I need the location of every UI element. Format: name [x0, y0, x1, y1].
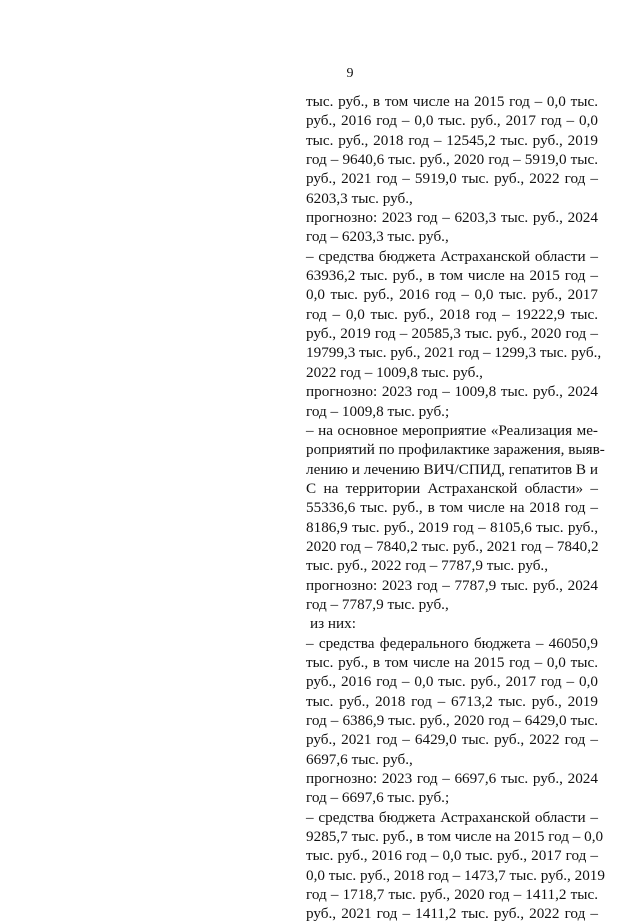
page-number: 9 — [346, 66, 354, 81]
text-line: 8186,9 тыс. руб., 2019 год – 8105,6 тыс. руб., — [306, 518, 598, 536]
text-line: прогнозно: 2023 год – 1009,8 тыс. руб., 2024 — [306, 383, 598, 401]
text-line: тыс. руб., в том числе на 2015 год – 0,0 тыс. — [306, 653, 598, 671]
text-line: тыс. руб., 2016 год – 0,0 тыс. руб., 2017 год – — [306, 847, 598, 865]
text-line: руб., 2016 год – 0,0 тыс. руб., 2017 год – 0,0 — [306, 112, 598, 130]
text-line: 9285,7 тыс. руб., в том числе на 2015 год – 0,0 — [306, 828, 604, 846]
text-line: руб., 2021 год – 6429,0 тыс. руб., 2022 год – — [306, 731, 598, 749]
text-line: тыс. руб., 2022 год – 7787,9 тыс. руб., — [306, 557, 549, 575]
text-line: – средства бюджета Астраханской области – — [306, 808, 598, 826]
text-line: 2020 год – 7840,2 тыс. руб., 2021 год – 7840,2 — [306, 537, 599, 555]
text-line: год – 7787,9 тыс. руб., — [306, 595, 449, 613]
text-line: 6203,3 тыс. руб., — [306, 189, 413, 207]
text-line: руб., 2021 год – 5919,0 тыс. руб., 2022 год – — [306, 170, 598, 188]
text-line: руб., 2021 год – 1411,2 тыс. руб., 2022 год – — [306, 905, 598, 923]
text-line: год – 1718,7 тыс. руб., 2020 год – 1411,2 тыс. — [306, 886, 598, 904]
text-line: – средства бюджета Астраханской области – — [306, 247, 598, 265]
text-line: прогнозно: 2023 год – 7787,9 тыс. руб., 2024 — [306, 576, 598, 594]
text-line: лению и лечению ВИЧ/СПИД, гепатитов В и — [306, 460, 598, 478]
text-line: год – 6203,3 тыс. руб., — [306, 228, 449, 246]
text-line: год – 1009,8 тыс. руб.; — [306, 402, 450, 420]
text-line: 0,0 тыс. руб., 2016 год – 0,0 тыс. руб., 2017 — [306, 286, 598, 304]
text-line: руб., 2016 год – 0,0 тыс. руб., 2017 год – 0,0 — [306, 673, 598, 691]
text-line: тыс. руб., в том числе на 2015 год – 0,0 тыс. — [306, 93, 598, 110]
text-line: прогнозно: 2023 год – 6697,6 тыс. руб., 2024 — [306, 770, 598, 788]
text-line: 55336,6 тыс. руб., в том числе на 2018 год – — [306, 499, 598, 517]
text-line: роприятий по профилактике заражения, выяв- — [306, 441, 605, 459]
text-line: 19799,3 тыс. руб., 2021 год – 1299,3 тыс. руб., — [306, 344, 602, 362]
text-line: год – 6697,6 тыс. руб.; — [306, 789, 450, 807]
text-line: год – 6386,9 тыс. руб., 2020 год – 6429,0 тыс. — [306, 712, 598, 729]
text-line: – на основное мероприятие «Реализация ме- — [306, 421, 598, 439]
text-line: год – 0,0 тыс. руб., 2018 год – 19222,9 тыс. — [306, 305, 598, 323]
text-line: тыс. руб., 2018 год – 12545,2 тыс. руб., 2019 — [306, 131, 598, 149]
text-line: 6697,6 тыс. руб., — [306, 750, 413, 768]
text-line: 63936,2 тыс. руб., в том числе на 2015 год – — [306, 267, 598, 285]
text-line: прогнозно: 2023 год – 6203,3 тыс. руб., 2024 — [306, 209, 598, 227]
text-line: из них: — [310, 615, 356, 633]
text-line: 2022 год – 1009,8 тыс. руб., — [306, 363, 483, 381]
text-line: год – 9640,6 тыс. руб., 2020 год – 5919,0 тыс. — [306, 151, 598, 169]
text-line: – средства федерального бюджета – 46050,9 — [306, 634, 598, 652]
text-line: руб., 2019 год – 20585,3 тыс. руб., 2020 год – — [306, 325, 598, 343]
text-line: 0,0 тыс. руб., 2018 год – 1473,7 тыс. руб., 2019 — [306, 866, 605, 884]
text-line: тыс. руб., 2018 год – 6713,2 тыс. руб., 2019 — [306, 692, 598, 710]
document-text-block — [306, 92, 605, 924]
text-line: С на территории Астраханской области» – — [306, 479, 598, 497]
